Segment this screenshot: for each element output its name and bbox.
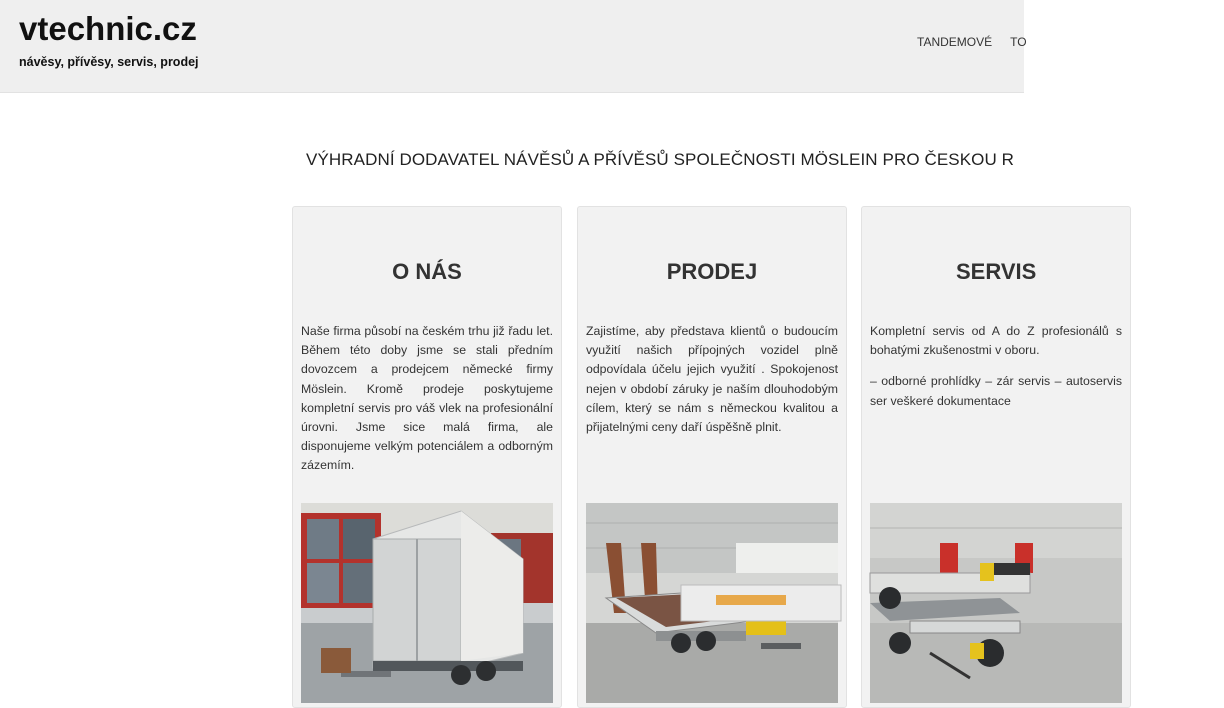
site-logo[interactable]: vtechnic.cz [19,10,197,47]
page-headline: VÝHRADNÍ DODAVATEL NÁVĚSŮ A PŘÍVĚSŮ SPOLEČNOSTI MÖSLEIN PRO ČESKOU R [306,150,1015,169]
card-paragraph: Naše firma působí na českém trhu již řadu let. Během této doby jsme se stali předním dovozcem a prodejcem německé firmy Möslein. Kromě prodeje poskytujeme kompletní servis pro váš vlek na profesionální úrovni. Jsme sice malá firma, ale disponujeme velkým potenciálem a odborným zázemím. [301,324,553,473]
card-paragraph: Kompletní servis od A do Z profesionálů s bohatými zkušenostmi v oboru. [870,324,1122,358]
card-servis [861,206,1131,708]
card-prodej [577,206,847,708]
main-nav [917,35,1045,49]
card-title: O NÁS [392,259,462,284]
site-header [0,0,1027,93]
trailer-photo-service [870,503,1122,703]
card-text [586,322,838,449]
card-title: PRODEJ [666,259,758,284]
card-paragraph: Zajistíme, aby představa klientů o budoucím využití našich přípojných vozidel plně odpovídala účelu jejich využití . Spokojenost nejen v období záruky je naším dlouhodobým cílem, který se nám s německou kvalitou a přijatelnými ceny daří úspěšně plnit. [586,324,838,435]
site-tagline: návěsy, přívěsy, servis, prodej [19,55,199,69]
card-paragraph: – odborné prohlídky – zár servis – autoservis ser veškeré dokumentace [870,374,1122,408]
card-text [870,322,1122,423]
trailer-photo-flatbed [586,503,838,703]
trailer-photo-curtainsider [301,503,553,703]
nav-item-to[interactable]: TO [1010,35,1027,49]
card-text [301,322,553,488]
nav-item-tandemove[interactable]: TANDEMOVÉ [917,35,993,49]
card-o-nas [292,206,562,708]
card-title: SERVIS [956,259,1037,284]
